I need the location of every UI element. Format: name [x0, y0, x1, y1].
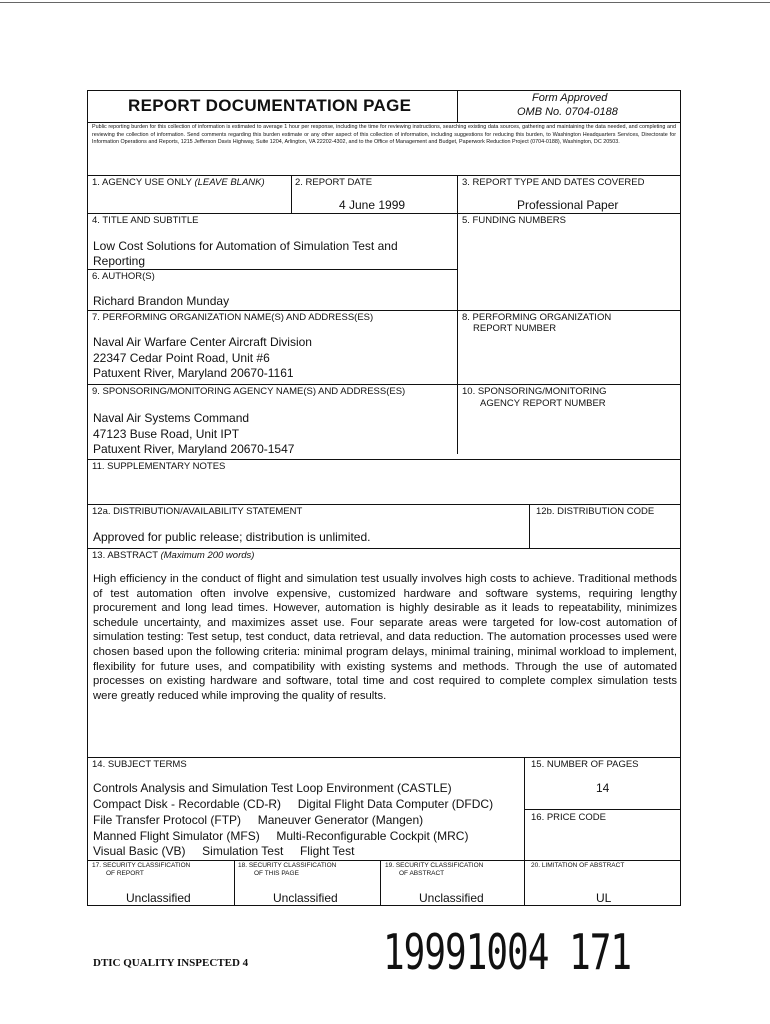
subject-line-2: Compact Disk - Recordable (CD-R) Digital Flight Data Computer (DFDC)	[93, 797, 494, 811]
form-approved: Form Approved	[532, 92, 608, 104]
limitation-label: 20. LIMITATION OF ABSTRACT	[531, 862, 625, 869]
col-divider	[234, 860, 235, 905]
rule	[88, 548, 680, 549]
authors-label: 6. AUTHOR(S)	[92, 271, 155, 282]
sponsor-line-2: 47123 Buse Road, Unit IPT	[93, 427, 240, 441]
perf-org-line-3: Patuxent River, Maryland 20670-1161	[93, 366, 294, 380]
accession-number: 19991004 171	[383, 926, 632, 982]
author: Richard Brandon Munday	[93, 294, 230, 308]
omb-number: OMB No. 0704-0188	[517, 106, 618, 118]
rule	[88, 175, 680, 176]
class-page-label-2: OF THIS PAGE	[254, 870, 299, 877]
rule	[88, 459, 680, 460]
limitation: UL	[596, 891, 612, 905]
pages-label: 15. NUMBER OF PAGES	[531, 759, 639, 770]
class-abstract-label-2: OF ABSTRACT	[399, 870, 445, 877]
report-type: Professional Paper	[517, 198, 619, 212]
rule	[88, 310, 680, 311]
subject-line-1: Controls Analysis and Simulation Test Loop Environment (CASTLE)	[93, 781, 452, 795]
col-divider	[291, 175, 292, 213]
supp-notes-label: 11. SUPPLEMENTARY NOTES	[92, 461, 226, 472]
subject-terms-label: 14. SUBJECT TERMS	[92, 759, 187, 770]
title-label: 4. TITLE AND SUBTITLE	[92, 215, 199, 226]
subject-line-5: Visual Basic (VB) Simulation Test Flight Test	[93, 844, 355, 858]
perf-org-line-1: Naval Air Warfare Center Aircraft Division	[93, 335, 312, 349]
report-documentation-form	[87, 90, 681, 906]
report-type-label: 3. REPORT TYPE AND DATES COVERED	[462, 177, 645, 188]
sponsor-report-label-2: AGENCY REPORT NUMBER	[480, 398, 606, 409]
perf-report-label-2: REPORT NUMBER	[473, 323, 557, 334]
subject-line-3: File Transfer Protocol (FTP) Maneuver Generator (Mangen)	[93, 813, 424, 827]
rule	[88, 213, 680, 214]
col-divider	[380, 860, 381, 905]
abstract-text: High efficiency in the conduct of flight and simulation test usually involves high costs to achieve. Traditional methods of test automation often involve expensive, customized hardware and software systems, requiring lengthy procurement and long lead times. However, automation is highly desirable as it leads to repeatability, minimizes schedule uncertainty, and maximizes asset use. Four separate areas were targeted for low-cost automation of simulation testing: Test setup, test conduct, data retrieval, and data reduction. The automation processes used were chosen based upon the following criteria: minimal program delays, minimal training, minimal workload to implement, flexibility for future uses, and compatibility with existing systems and methods. Through the use of automated processes on existing hardware and software, total time and cost required to complete complex simulation tests were greatly reduced while improving the quality of results.	[93, 573, 677, 702]
report-date-label: 2. REPORT DATE	[295, 177, 373, 188]
col-divider	[457, 175, 458, 454]
sponsor-line-3: Patuxent River, Maryland 20670-1547	[93, 442, 295, 456]
sponsor-label: 9. SPONSORING/MONITORING AGENCY NAME(S) AND ADDRESS(ES)	[92, 386, 406, 397]
class-abstract: Unclassified	[419, 891, 484, 905]
burden-statement: Public reporting burden for this collection of information is estimated to average 1 hour per response, including the time for reviewing instructions, searching existing data sources, gathering and maintaining the data needed, and completing and reviewing the collection of information. Send comments regarding this burden estimate or any other aspect of this collection of information, including suggestions for reducing this burden, to Washington Headquarters Services, Directorate for Information Operations and Reports, 1215 Jefferson Davis Highway, Suite 1204, Arlington, VA 22202-4302, and to the Office of Management and Budget, Paperwork Reduction Project (0704-0188), Washington, DC 20503.	[92, 124, 676, 146]
abstract-label: 13. ABSTRACT (Maximum 200 words)	[92, 550, 255, 561]
distribution-label: 12a. DISTRIBUTION/AVAILABILITY STATEMENT	[92, 506, 303, 517]
title-line-1: Low Cost Solutions for Automation of Simulation Test and	[93, 239, 398, 253]
col-divider	[524, 860, 525, 905]
perf-report-label: 8. PERFORMING ORGANIZATION	[462, 312, 612, 323]
class-page-label: 18. SECURITY CLASSIFICATION	[238, 862, 337, 869]
agency-use-label: 1. AGENCY USE ONLY (LEAVE BLANK)	[92, 177, 265, 188]
class-abstract-label: 19. SECURITY CLASSIFICATION	[385, 862, 484, 869]
perf-org-label: 7. PERFORMING ORGANIZATION NAME(S) AND ADDRESS(ES)	[92, 312, 374, 323]
form-title: REPORT DOCUMENTATION PAGE	[128, 96, 412, 115]
rule	[88, 384, 680, 385]
rule	[88, 504, 680, 505]
page-top-rule	[0, 2, 770, 3]
distribution-code-label: 12b. DISTRIBUTION CODE	[536, 506, 655, 517]
title-line-2: Reporting	[93, 254, 146, 268]
funding-label: 5. FUNDING NUMBERS	[462, 215, 566, 226]
page-count: 14	[596, 781, 610, 795]
rule	[88, 757, 680, 758]
dtic-quality-stamp: DTIC QUALITY INSPECTED 4	[93, 957, 249, 969]
rule	[88, 860, 680, 861]
col-divider	[529, 504, 530, 548]
class-report: Unclassified	[126, 891, 191, 905]
sponsor-report-label: 10. SPONSORING/MONITORING	[462, 386, 607, 397]
rule	[88, 269, 457, 270]
price-label: 16. PRICE CODE	[531, 812, 606, 823]
report-date: 4 June 1999	[339, 198, 406, 212]
sponsor-line-1: Naval Air Systems Command	[93, 411, 250, 425]
class-report-label: 17. SECURITY CLASSIFICATION	[92, 862, 191, 869]
rule	[524, 809, 680, 810]
perf-org-line-2: 22347 Cedar Point Road, Unit #6	[93, 351, 270, 365]
distribution-statement: Approved for public release; distribution is unlimited.	[93, 530, 371, 544]
header-divider	[457, 91, 458, 122]
class-report-label-2: OF REPORT	[106, 870, 144, 877]
rule	[88, 122, 680, 123]
subject-line-4: Manned Flight Simulator (MFS) Multi-Reconfigurable Cockpit (MRC)	[93, 829, 469, 843]
class-page: Unclassified	[273, 891, 338, 905]
